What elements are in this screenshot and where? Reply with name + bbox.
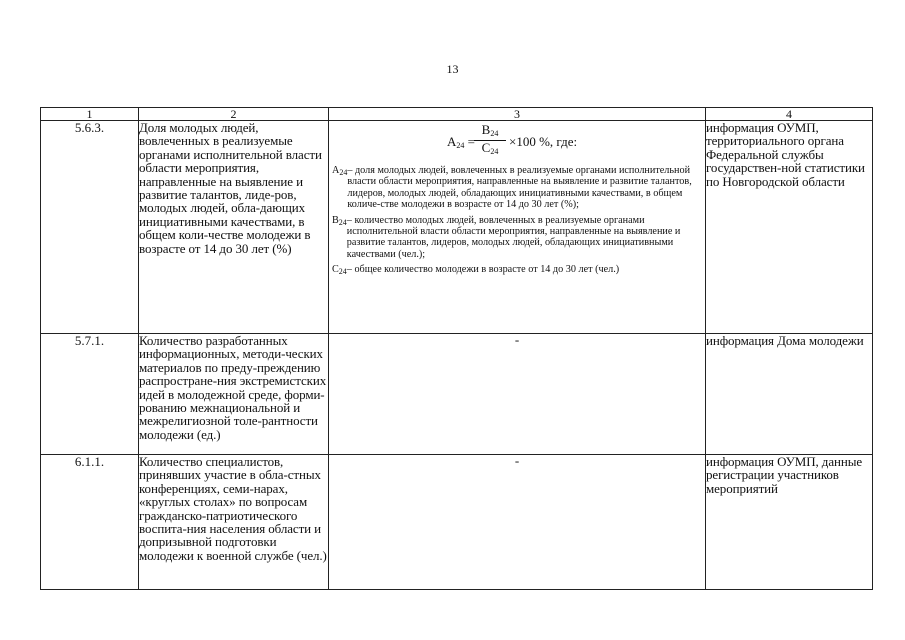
table-header-row bbox=[41, 108, 873, 121]
header-col-4: 4 bbox=[706, 108, 873, 121]
data-source: информация Дома молодежи bbox=[706, 334, 873, 455]
definition-text: – общее количество молодежи в возрасте от 14 до 30 лет (чел.) bbox=[346, 264, 620, 276]
formula-cell bbox=[329, 121, 706, 334]
table-row bbox=[41, 121, 873, 334]
indicators-table bbox=[40, 107, 873, 590]
formula-rest: ×100 %, где: bbox=[509, 134, 578, 149]
definition-a bbox=[329, 165, 705, 211]
row-number: 6.1.1. bbox=[41, 455, 139, 590]
header-col-2: 2 bbox=[139, 108, 329, 121]
definition-b bbox=[329, 215, 705, 261]
formula-denominator: C bbox=[481, 140, 491, 156]
data-source: информация ОУМП, территориального органа Федеральной службы государствен-ной статистики по Новгородской области bbox=[706, 121, 873, 334]
formula-numerator: B bbox=[481, 122, 491, 137]
definition-symbol-sub: 24 bbox=[338, 217, 347, 227]
header-col-3: 3 bbox=[329, 108, 706, 121]
table-row bbox=[41, 455, 873, 590]
definition-symbol-sub: 24 bbox=[338, 267, 347, 277]
definition-text: – доля молодых людей, вовлеченных в реализуемые органами исполнительной власти области мероприятия, направленные на выявление и развитие талантов, лидеров, молодых людей, обладающих инициативными качествами, в общем количе-стве молодежи в возрасте от 14 до 30 лет (%); bbox=[347, 165, 692, 211]
formula-numerator-sub: 24 bbox=[490, 129, 499, 138]
indicator-description: Количество разработанных информационных, методи-ческих материалов по преду-преждению распростране-ния экстремистских идей в молодежной среде, форми-рованию межнациональной и межрелигиозной толе-рантности молодежи (ед.) bbox=[139, 334, 329, 455]
definition-symbol: C bbox=[332, 264, 339, 276]
page-number: 13 bbox=[446, 62, 459, 76]
definition-c bbox=[329, 264, 705, 278]
formula: $A_{24}$ = $B_{24}$ $C_{24}$ ×100 %, где: bbox=[447, 122, 578, 157]
definition-symbol-sub: 24 bbox=[339, 168, 348, 177]
definition-text: – количество молодых людей, вовлеченных в реализуемые органами исполнительной власти области мероприятия, направленные на выявление и развитие талантов, лидеров, молодых людей, обладающих инициативными качествами (чел.); bbox=[346, 214, 681, 260]
table-row bbox=[41, 334, 873, 455]
header-col-1: 1 bbox=[41, 108, 139, 121]
data-source: информация ОУМП, данные регистрации участников мероприятий bbox=[706, 455, 873, 590]
formula-fraction bbox=[474, 124, 506, 158]
indicator-description: Количество специалистов, принявших участие в обла-стных конференциях, семи-нарах, «круглых столах» по вопросам гражданско-патриотического воспита-ния населения области и допризывной подготовки молодежи к военной службе (чел.) bbox=[139, 455, 329, 590]
indicator-description: Доля молодых людей, вовлеченных в реализуемые органами исполнительной власти области мероприятия, направленные на выявление и развитие талантов, лиде-ров, молодых людей, обла-дающих инициативными качествами, в общем коли-честве молодежи в возрасте от 14 до 30 лет (%) bbox=[139, 121, 329, 334]
formula-lhs: A bbox=[447, 134, 457, 149]
formula-lhs-sub: 24 bbox=[456, 141, 465, 150]
formula-denominator-sub: 24 bbox=[490, 147, 499, 157]
formula-empty: - bbox=[329, 455, 706, 590]
row-number: 5.7.1. bbox=[41, 334, 139, 455]
row-number: 5.6.3. bbox=[41, 121, 139, 334]
definition-symbol: B bbox=[332, 214, 339, 226]
formula-empty: - bbox=[329, 334, 706, 455]
definition-symbol: A bbox=[332, 165, 340, 176]
